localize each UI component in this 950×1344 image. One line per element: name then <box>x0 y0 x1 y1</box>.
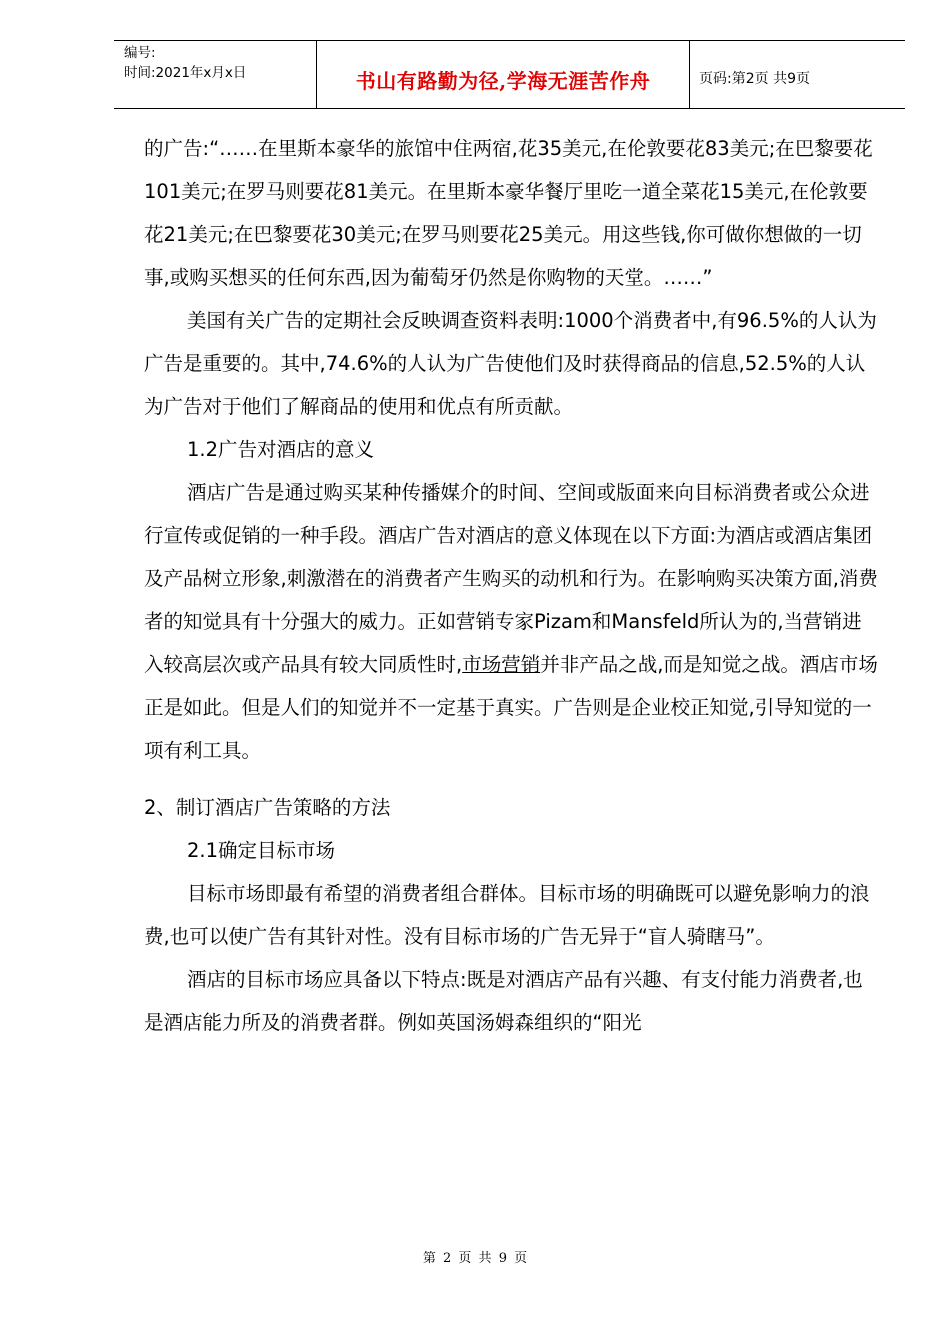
paragraph-ad-quote: 的广告:“……在里斯本豪华的旅馆中住两宿,花35美元,在伦敦要花83美元;在巴黎要花101美元;在罗马则要花81美元。在里斯本豪华餐厅里吃一道全菜花15美元,在伦敦要花21美元;在巴黎要花30美元;在罗马则要花25美元。用这些钱,你可做你想做的一切事,或购买想买的任何东西,因为葡萄牙仍然是你购物的天堂。……” <box>144 137 873 289</box>
page-footer: 第 2 页 共 9 页 <box>422 1251 528 1266</box>
marketing-link[interactable]: 市场营销 <box>462 653 541 676</box>
section-heading-1-2: 1.2广告对酒店的意义 <box>187 438 375 461</box>
spacer <box>144 772 879 786</box>
header-meta <box>114 41 317 108</box>
section-heading-2-1: 2.1确定目标市场 <box>187 839 336 862</box>
page-header <box>114 40 905 109</box>
paragraph-survey: 美国有关广告的定期社会反映调查资料表明:1000个消费者中,有96.5%的人认为广告是重要的。其中,74.6%的人认为广告使他们及时获得商品的信息,52.5%的人认为广告对于他们了解商品的使用和优点有所贡献。 <box>144 309 877 418</box>
code-label: 编号: <box>124 45 156 61</box>
header-motto-cell <box>317 41 690 108</box>
time-label: 时间:2021年x月x日 <box>124 65 247 81</box>
header-page-cell <box>690 41 905 108</box>
paragraph-target-market-features: 酒店的目标市场应具备以下特点:既是对酒店产品有兴趣、有支付能力消费者,也是酒店能力所及的消费者群。例如英国汤姆森组织的“阳光 <box>144 968 863 1034</box>
page-code: 页码:第2页 共9页 <box>699 71 810 87</box>
paragraph-hotel-ad-meaning <box>144 471 879 772</box>
paragraph-text: 酒店广告是通过购买某种传播媒介的时间、空间或版面来向目标消费者或公众进行宣传或促销的一种手段。酒店广告对酒店的意义体现在以下方面:为酒店或酒店集团及产品树立形象,刺激潜在的消费者产生购买的动机和行为。在影响购买决策方面,消费者的知觉具有十分强大的威力。正如营销专家Pizam和Mansfeld所认为的,当营销进入较高层次或产品具有较大同质性时, <box>144 481 878 676</box>
document-body <box>144 127 879 1044</box>
paragraph-target-market: 目标市场即最有希望的消费者组合群体。目标市场的明确既可以避免影响力的浪费,也可以使广告有其针对性。没有目标市场的广告无异于“盲人骑瞎马”。 <box>144 882 870 948</box>
paragraph-text: 并非产品之战,而是知觉之战。酒店市场正是如此。但是人们的知觉并不一定基于真实。广告则是企业校正知觉,引导知觉的一项有利工具。 <box>144 653 878 762</box>
motto: 书山有路勤为径,学海无涯苦作舟 <box>355 69 651 93</box>
section-heading-2: 2、制订酒店广告策略的方法 <box>144 796 391 819</box>
